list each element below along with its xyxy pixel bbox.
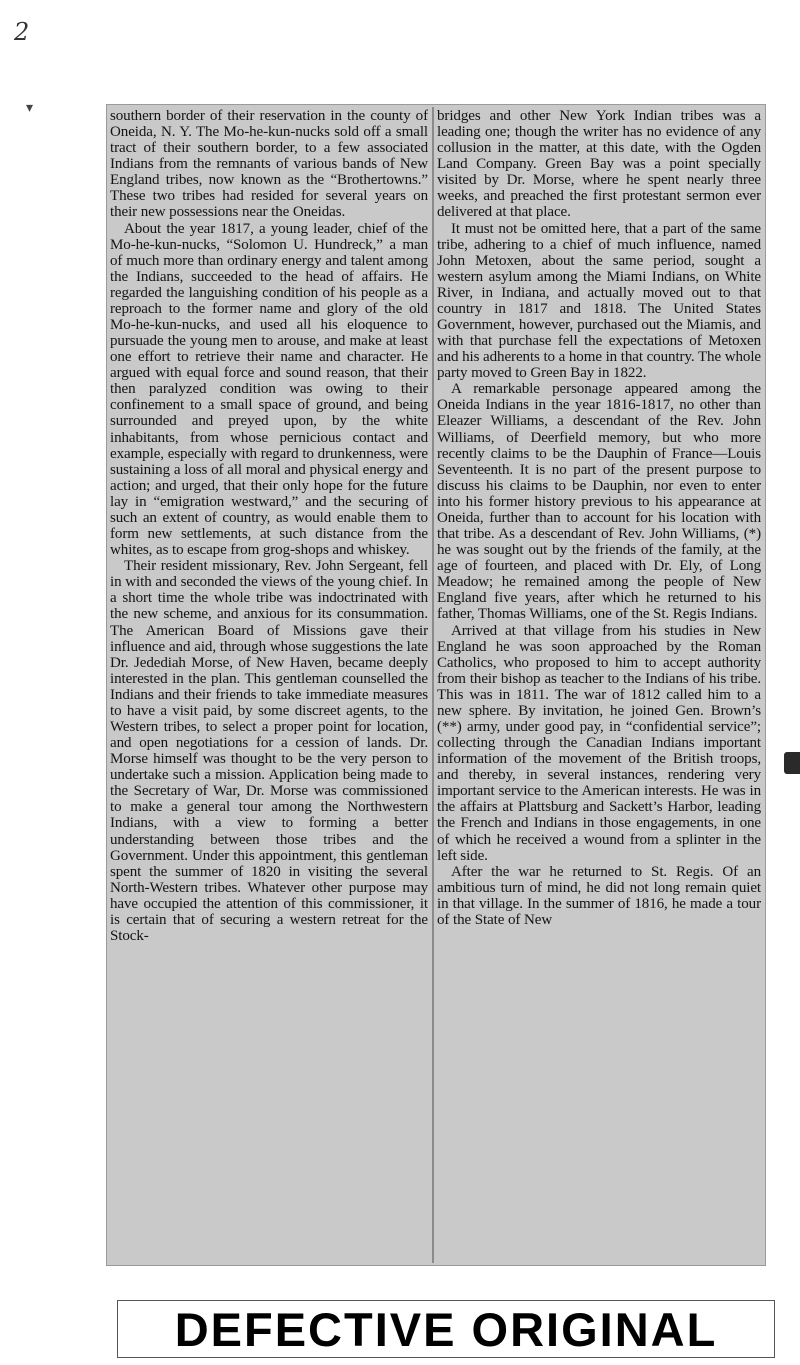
left-paragraph-1: southern border of their reservation in the county of Oneida, N. Y. The Mo-he-kun-nucks sold off a small tract of their southern border, to a few associated Indians from the remnants of various bands of New England tribes, now known as the “Brothertowns.” These two tribes had resided for several years on their new possessions near the Oneidas. — [110, 108, 428, 221]
left-paragraph-3: Their resident missionary, Rev. John Sergeant, fell in with and seconded the views of the young chief. In a short time the whole tribe was indoctrinated with the new scheme, and anxious for its consummation. The American Board of Missions gave their influence and aid, through whose suggestions the late Dr. Jedediah Morse, of New Haven, became deeply interested in the plan. This gentleman counselled the Indians and their friends to take immediate measures to have a visit paid, by some discreet agents, to the Western tribes, to select a proper point for location, and open negotiations for a cession of lands. Dr. Morse himself was thought to be the very person to undertake such a mission. Application being made to the Secretary of War, Dr. Morse was commissioned to make a general tour among the Northwestern Indians, with a view to forming a better understanding between those tribes and the Government. Under this appointment, this gentleman spent the summer of 1820 in visiting the several North-Western tribes. Whatever other purpose may have occupied the attention of this commissioner, it is certain that of securing a western retreat for the Stock- — [110, 558, 428, 944]
left-paragraph-2: About the year 1817, a young leader, chief of the Mo-he-kun-nucks, “Solomon U. Hundreck,” a man of much more than ordinary energy and talent among the Indians, succeeded to the head of affairs. He regarded the languishing condition of his people as a reproach to the former name and glory of the old Mo-he-kun-nucks, and used all his eloquence to pursuade the young men to arouse, and make at least one effort to retrieve their name and character. He argued with equal force and sound reason, that their then paralyzed condition was owing to their confinement to a small space of ground, and being surrounded and preyed upon, by the white inhabitants, from whose pernicious contact and example, especially with regard to drunkenness, were sustaining a loss of all moral and physical energy and action; and urged, that their only hope for the future lay in “emigration westward,” and the securing of such an extent of country, as would enable them to form new settlements, at such distance from the whites, as to escape from grog-shops and whiskey. — [110, 220, 428, 559]
scan-edge-mark — [784, 752, 800, 774]
banner-text: DEFECTIVE ORIGINAL — [174, 1303, 718, 1356]
right-paragraph-4: Arrived at that village from his studies in New England he was soon approached by the Roman Catholics, who proposed to him to accept authority from their bishop as teacher to the Indians of his tribe. This was in 1811. The war of 1812 called him to a new sphere. By invitation, he joined Gen. Brown’s (**) army, under good pay, in “confidential service”; collecting through the Canadian Indians important information of the movement of the British troops, and thereby, in several instances, rendering very important service to the American interests. He was in the affairs at Plattsburg and Sackett’s Harbor, leading the French and Indians in those engagements, in one of which he received a wound from a splinter in the left side. — [437, 622, 761, 864]
left-column — [110, 108, 428, 1262]
margin-mark: ▾ — [26, 101, 34, 116]
right-paragraph-1: bridges and other New York Indian tribes was a leading one; though the writer has no evidence of any collusion in the matter, at this date, with the Ogden Land Company. Green Bay was a point specially visited by Dr. Morse, where he spent nearly three weeks, and preached the first protestant sermon ever delivered at that place. — [437, 108, 761, 221]
newspaper-clipping — [106, 104, 766, 1266]
right-paragraph-2: It must not be omitted here, that a part of the same tribe, adhering to a chief of much influence, named John Metoxen, about the same period, sought a western asylum among the Miami Indians, on White River, in Indiana, and actually moved out to that country in 1817 and 1818. The United States Government, however, purchased out the Miamis, and with that purchase fell the expectations of Metoxen and his adherents to a home in that country. The whole party moved to Green Bay in 1822. — [437, 220, 761, 382]
column-divider — [432, 107, 434, 1263]
right-paragraph-5: After the war he returned to St. Regis. Of an ambitious turn of mind, he did not long remain quiet in that village. In the summer of 1816, he made a tour of the State of New — [437, 863, 761, 928]
page-number: 2 — [14, 18, 30, 46]
right-paragraph-3: A remarkable personage appeared among the Oneida Indians in the year 1816-1817, no other than Eleazer Williams, a descendant of the Rev. John Williams, of Deerfield memory, but who more recently claims to be the Dauphin of France—Louis Seventeenth. It is no part of the present purpose to discuss his claims to be Dauphin, nor even to enter into his former history previous to his appearance at Oneida, further than to account for his location with that tribe. As a descendant of Rev. John Williams, (*) he was sought out by the friends of the family, at the age of fourteen, and placed with Dr. Ely, of Long Meadow; he remained among the people of New England five years, after which he returned to his father, Thomas Williams, one of the St. Regis Indians. — [437, 381, 761, 623]
defective-original-banner — [117, 1300, 775, 1358]
right-column — [437, 108, 761, 1262]
